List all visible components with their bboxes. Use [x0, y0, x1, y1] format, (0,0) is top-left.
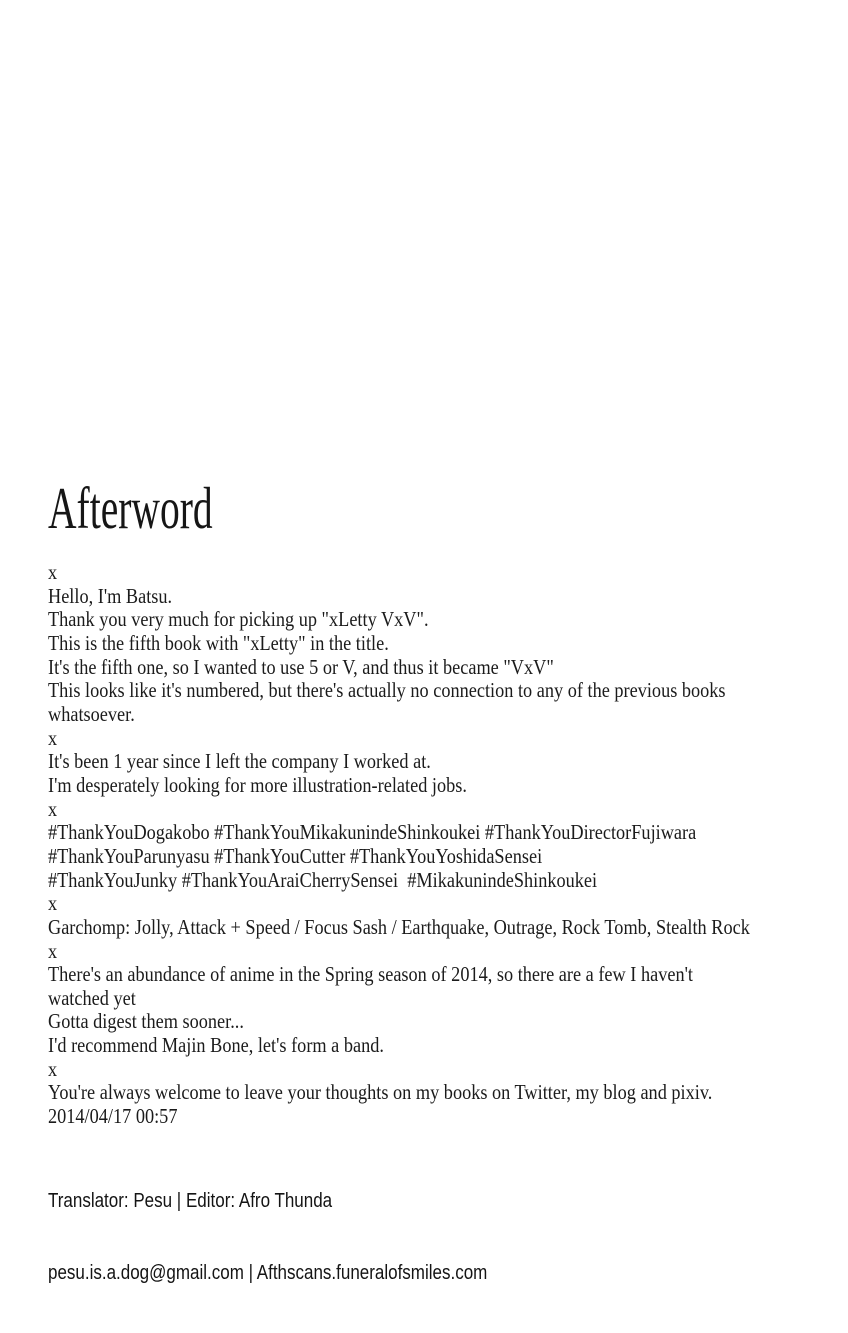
body-line: There's an abundance of anime in the Spring season of 2014, so there are a few I haven't: [48, 962, 693, 987]
body-line: Thank you very much for picking up "xLetty VxV".: [48, 607, 429, 632]
afterword-body: [48, 561, 750, 1129]
body-line: x: [48, 938, 58, 963]
body-line: x: [48, 560, 58, 584]
body-line: It's been 1 year since I left the company I worked at.: [48, 749, 431, 774]
body-line: It's the fifth one, so I wanted to use 5 or V, and thus it became "VxV": [48, 654, 554, 679]
body-line: I'm desperately looking for more illustration-related jobs.: [48, 772, 467, 797]
body-line: whatsoever.: [48, 701, 135, 726]
body-line: watched yet: [48, 985, 136, 1010]
body-line: x: [48, 796, 58, 821]
body-line: #ThankYouJunky #ThankYouAraiCherrySensei #MikakunindeShinkoukei: [48, 867, 598, 892]
body-line: x: [48, 891, 58, 916]
credits-block: [48, 1141, 487, 1333]
body-line: #ThankYouDogakobo #ThankYouMikakunindeShinkoukei #ThankYouDirectorFujiwara: [48, 820, 697, 845]
translator-credit: Translator: Pesu | Editor: Afro Thunda: [48, 1190, 333, 1212]
body-line: x: [48, 725, 58, 750]
body-line: Garchomp: Jolly, Attack + Speed / Focus Sash / Earthquake, Outrage, Rock Tomb, Stealth Rock: [48, 914, 750, 939]
body-line: This looks like it's numbered, but there's actually no connection to any of the previous books: [48, 678, 726, 703]
body-line: x: [48, 1056, 58, 1081]
page-title: Afterword: [48, 475, 213, 541]
body-line: Hello, I'm Batsu.: [48, 583, 173, 608]
body-line: 2014/04/17 00:57: [48, 1104, 178, 1129]
body-line: This is the fifth book with "xLetty" in the title.: [48, 630, 389, 655]
body-line: #ThankYouParunyasu #ThankYouCutter #ThankYouYoshidaSensei: [48, 843, 543, 868]
contact-credit: pesu.is.a.dog@gmail.com | Afthscans.funeralofsmiles.com: [48, 1262, 488, 1284]
body-line: I'd recommend Majin Bone, let's form a band.: [48, 1033, 384, 1058]
body-line: You're always welcome to leave your thoughts on my books on Twitter, my blog and pixiv.: [48, 1080, 713, 1105]
body-line: Gotta digest them sooner...: [48, 1009, 244, 1034]
